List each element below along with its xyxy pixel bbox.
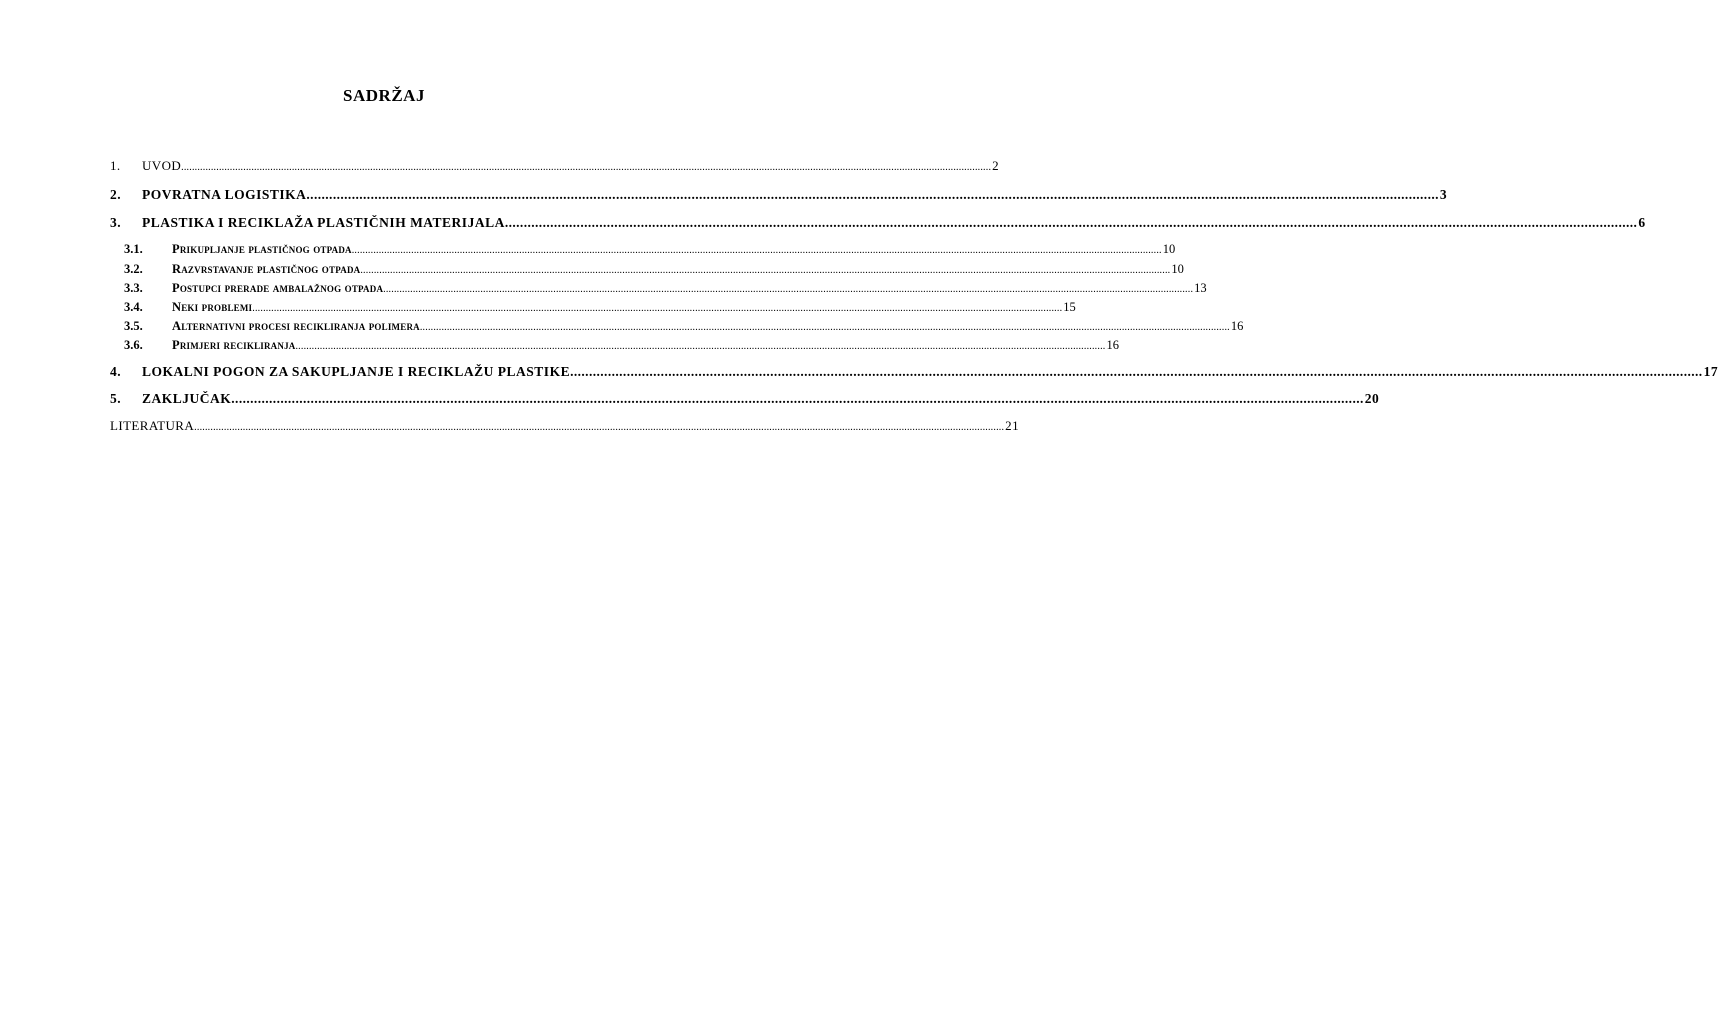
toc-entry-label: ZAKLJUČAK (142, 391, 232, 406)
toc-entry-3-1[interactable] (124, 242, 1176, 257)
toc-entry-page: 2 (992, 158, 1000, 173)
toc-entry-3-5[interactable] (124, 319, 1244, 334)
toc-entry-label: Postupci prerade ambalažnog otpada (172, 281, 384, 295)
toc-entry-page: 3 (1439, 187, 1448, 202)
toc-leader-dots: ............................................................................................................................................................................................................................................................................................................ (504, 215, 1638, 230)
toc-entry-3-4[interactable] (124, 300, 1076, 315)
toc-entry-page: 15 (1063, 300, 1076, 314)
toc-entry-page: 17 (1703, 364, 1718, 379)
toc-entry-number: 3.5. (124, 319, 143, 333)
toc-entry-number: 3.6. (124, 338, 143, 352)
toc-entry-page: 21 (1005, 418, 1019, 433)
toc-entry-label: LOKALNI POGON ZA SAKUPLJANJE I RECIKLAŽU PLASTIKE (142, 364, 571, 379)
toc-entry-page: 20 (1364, 391, 1380, 406)
toc-entry-label: Neki problemi (172, 300, 253, 314)
toc-leader-dots: ............................................................................................................................................................................................................................................................................................................ (360, 265, 1171, 276)
toc-entry-number: 4. (110, 364, 122, 379)
toc-entry-lokalni-pogon[interactable] (110, 364, 1718, 380)
toc-entry-label: Primjeri recikliranja (172, 338, 296, 352)
toc-entry-number: 3. (110, 215, 122, 230)
toc-entry-label: Razvrstavanje plastičnog otpada (172, 262, 361, 276)
toc-entry-number: 2. (110, 187, 122, 202)
toc-entry-number: 3.1. (124, 242, 143, 256)
toc-entry-page: 13 (1194, 281, 1207, 295)
toc-entry-page: 16 (1230, 319, 1244, 333)
toc-leader-dots: ............................................................................................................................................................................................................................................................................................................ (295, 341, 1106, 352)
toc-leader-dots: ............................................................................................................................................................................................................................................................................................................ (194, 422, 1005, 433)
toc-entry-page: 6 (1638, 215, 1646, 230)
toc-entry-number: 5. (110, 391, 122, 406)
toc-entry-literatura[interactable] (110, 418, 1019, 434)
toc-entry-3-3[interactable] (124, 281, 1207, 296)
toc-title: SADRŽAJ (343, 86, 425, 105)
toc-entry-3-2[interactable] (124, 262, 1184, 277)
toc-entry-page: 10 (1171, 262, 1184, 276)
toc-entry-number: 3.3. (124, 281, 143, 295)
toc-entry-label: POVRATNA LOGISTIKA (142, 187, 307, 202)
toc-leader-dots: ............................................................................................................................................................................................................................................................................................................ (383, 284, 1194, 295)
toc-entry-3-6[interactable] (124, 338, 1119, 353)
toc-leader-dots: ............................................................................................................................................................................................................................................................................................................ (351, 245, 1162, 256)
toc-entry-label: Alternativni procesi recikliranja polimera (172, 319, 420, 333)
toc-entry-label: LITERATURA (110, 418, 195, 433)
toc-leader-dots: ............................................................................................................................................................................................................................................................................................................ (231, 391, 1364, 406)
toc-entry-label: Prikupljanje plastičnog otpada (172, 242, 352, 256)
toc-entry-povratna-logistika[interactable] (110, 187, 1448, 203)
toc-entry-label: UVOD (142, 158, 182, 173)
toc-entry-number: 3.4. (124, 300, 143, 314)
toc-entry-page: 10 (1162, 242, 1176, 256)
toc-leader-dots: ............................................................................................................................................................................................................................................................................................................ (306, 187, 1439, 202)
toc-entry-label: PLASTIKA I RECIKLAŽA PLASTIČNIH MATERIJALA (142, 215, 505, 230)
toc-entry-number: 1. (110, 158, 121, 173)
toc-entry-zakljucak[interactable] (110, 391, 1380, 407)
toc-leader-dots: ............................................................................................................................................................................................................................................................................................................ (419, 322, 1230, 333)
toc-entry-number: 3.2. (124, 262, 143, 276)
toc-entry-plastika[interactable] (110, 215, 1646, 231)
toc-entry-page: 16 (1106, 338, 1119, 352)
toc-leader-dots: ............................................................................................................................................................................................................................................................................................................ (181, 162, 992, 173)
toc-leader-dots: ............................................................................................................................................................................................................................................................................................................ (252, 303, 1063, 314)
toc-entry-uvod[interactable] (110, 158, 1000, 174)
toc-leader-dots: ............................................................................................................................................................................................................................................................................................................ (570, 364, 1703, 379)
